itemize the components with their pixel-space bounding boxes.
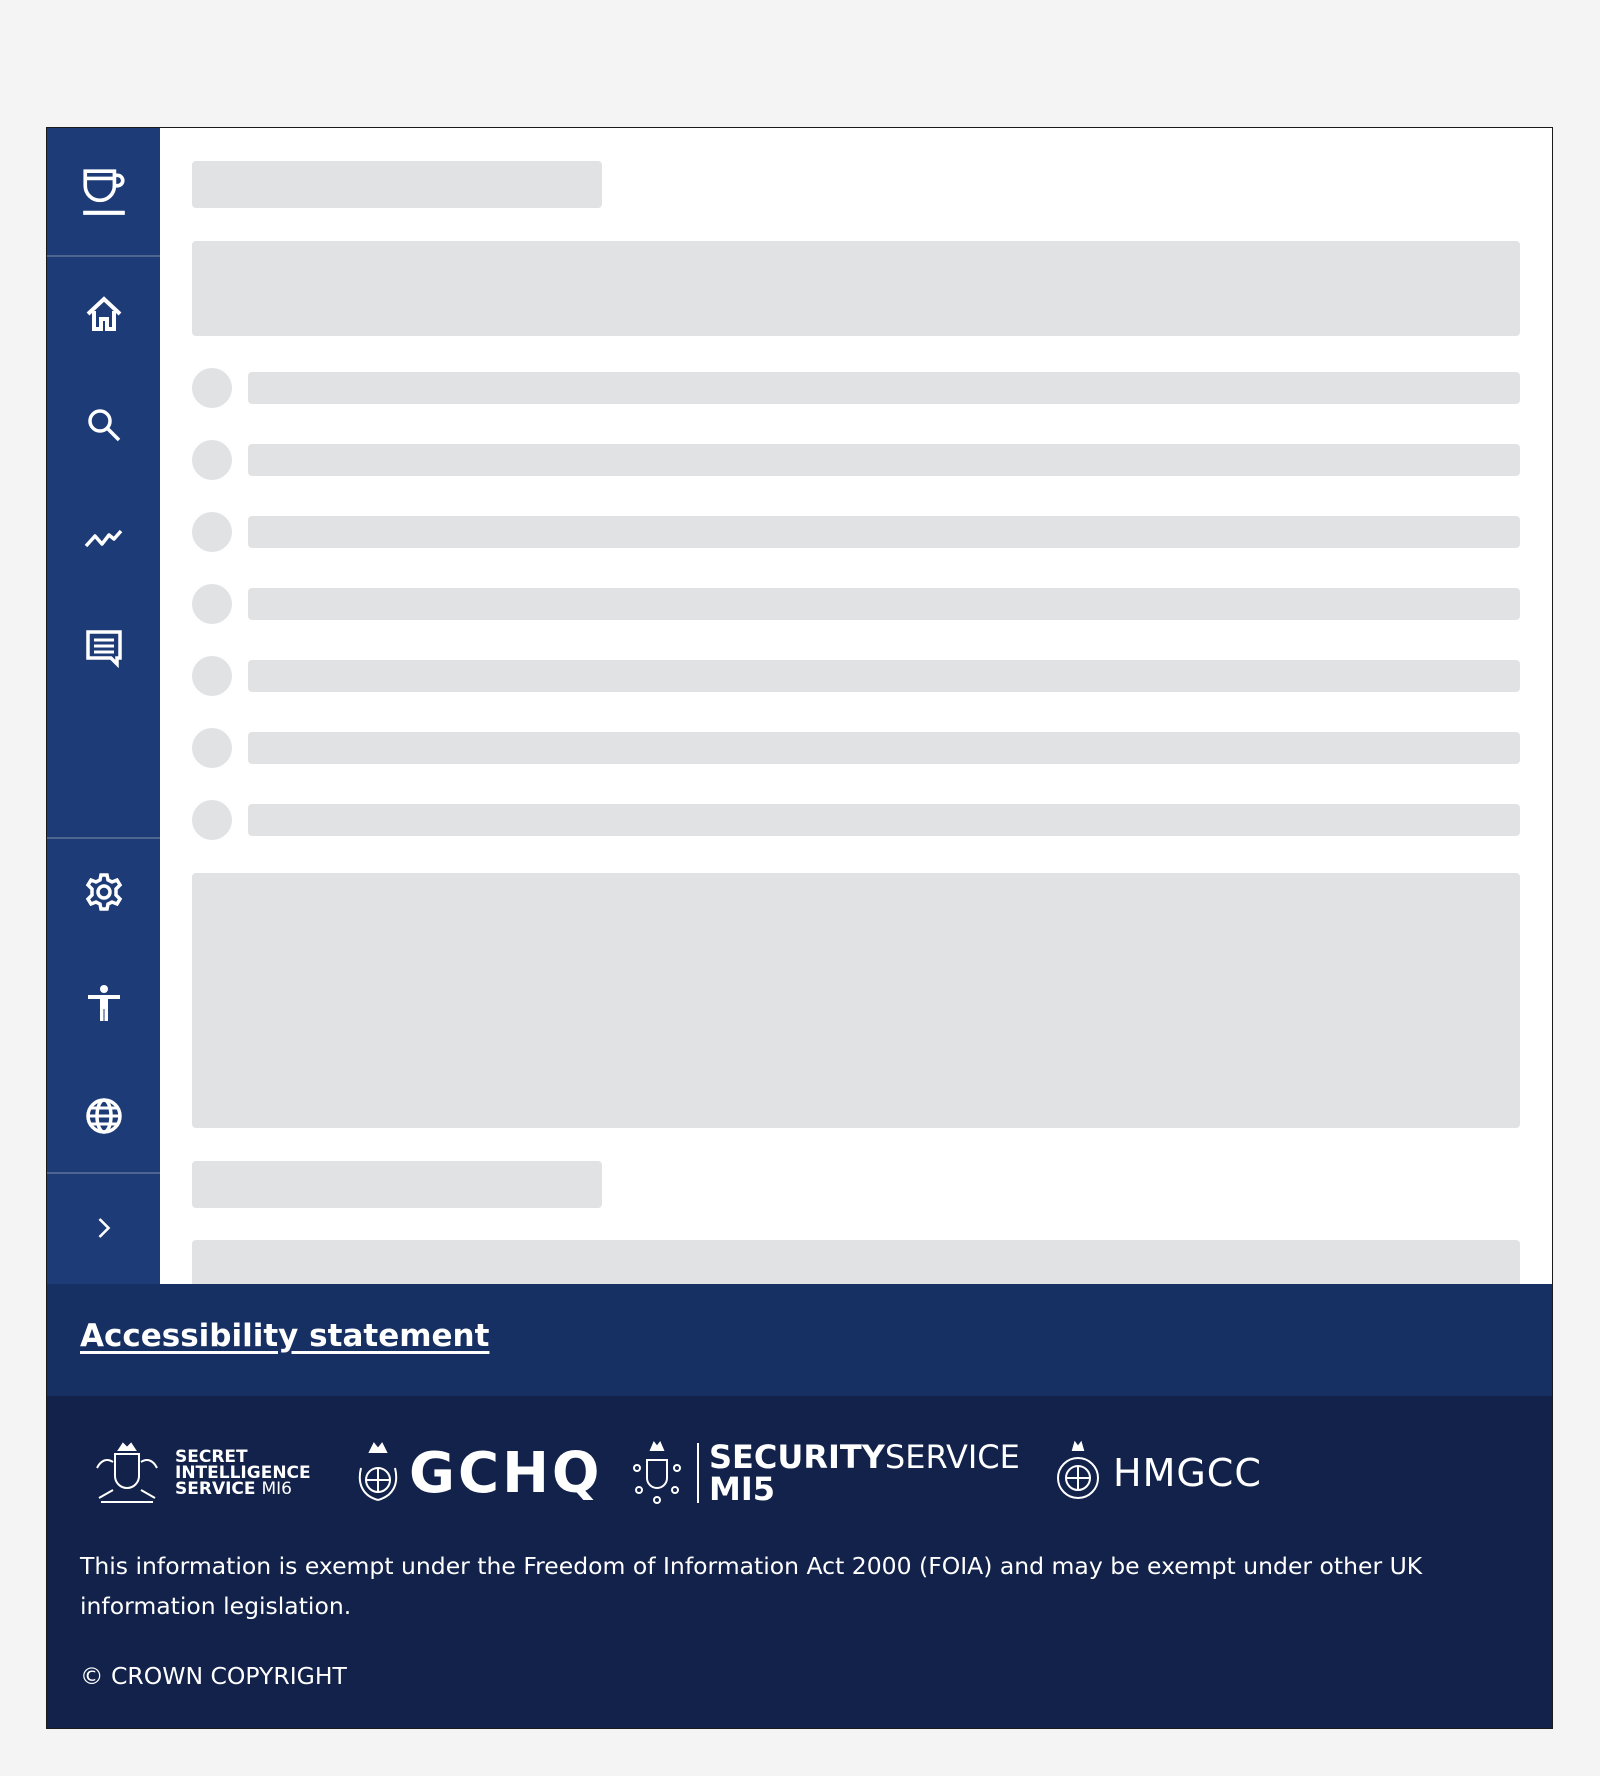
skeleton-avatar <box>192 728 232 768</box>
teacup-icon <box>79 167 129 217</box>
skeleton-list-row <box>248 444 1520 476</box>
mi5-service: SERVICE <box>884 1438 1020 1476</box>
sidebar-item-settings[interactable] <box>47 852 160 932</box>
sis-line3: SERVICE <box>175 1479 256 1499</box>
skeleton-list-row <box>248 804 1520 836</box>
app-frame <box>46 127 1553 1729</box>
sis-logo <box>87 1438 311 1508</box>
skeleton-panel <box>192 873 1520 1128</box>
sidebar-item-search[interactable] <box>47 385 160 465</box>
mi5-crest-icon <box>627 1438 687 1508</box>
search-icon <box>84 405 124 445</box>
sidebar-item-language[interactable] <box>47 1076 160 1156</box>
mi5-logo <box>627 1438 1020 1508</box>
loading-content <box>160 128 1552 1284</box>
sis-line2: INTELLIGENCE <box>175 1463 311 1483</box>
skeleton-avatar <box>192 656 232 696</box>
gear-icon <box>84 872 124 912</box>
mi5-text: MI5 <box>709 1470 776 1508</box>
skeleton-avatar <box>192 584 232 624</box>
sis-mi6: MI6 <box>261 1479 292 1499</box>
accessibility-statement-link[interactable]: Accessibility statement <box>80 1318 490 1354</box>
gchq-logo <box>353 1438 603 1508</box>
skeleton-block <box>192 1240 1520 1284</box>
sidebar-divider <box>47 255 160 257</box>
royal-coat-of-arms-icon <box>87 1438 167 1508</box>
sidebar-divider <box>47 1172 160 1174</box>
skeleton-list-row <box>248 516 1520 548</box>
globe-icon <box>84 1096 124 1136</box>
skeleton-list-row <box>248 660 1520 692</box>
hmgcc-crest-icon <box>1051 1438 1105 1508</box>
message-icon <box>84 628 124 668</box>
footer-links <box>47 1284 1552 1396</box>
skeleton-avatar <box>192 440 232 480</box>
skeleton-subtitle <box>192 1161 602 1208</box>
skeleton-list-row <box>248 588 1520 620</box>
sidebar <box>47 128 160 1284</box>
mi5-security: SECURITY <box>709 1438 885 1476</box>
footer <box>47 1396 1552 1729</box>
skeleton-avatar <box>192 800 232 840</box>
sis-line1: SECRET <box>175 1447 248 1467</box>
skeleton-title <box>192 161 602 208</box>
hmgcc-text: HMGCC <box>1113 1451 1262 1495</box>
accessibility-icon <box>84 983 124 1023</box>
home-icon <box>84 294 124 334</box>
gchq-crest-icon <box>353 1438 403 1508</box>
skeleton-avatar <box>192 512 232 552</box>
app-shell <box>47 128 1552 1284</box>
sidebar-expand-button[interactable] <box>47 1188 160 1268</box>
skeleton-list-row <box>248 372 1520 404</box>
sidebar-item-messages[interactable] <box>47 608 160 688</box>
gchq-text: GCHQ <box>409 1440 603 1506</box>
foi-notice: This information is exempt under the Freedom of Information Act 2000 (FOIA) and may be exempt under other UK information legislation. <box>80 1552 1423 1620</box>
skeleton-list-row <box>248 732 1520 764</box>
sidebar-item-analytics[interactable] <box>47 496 160 576</box>
chevron-right-icon <box>89 1213 119 1243</box>
copyright: © CROWN COPYRIGHT <box>80 1662 347 1690</box>
skeleton-avatar <box>192 368 232 408</box>
sidebar-item-home[interactable] <box>47 274 160 354</box>
hmgcc-logo <box>1051 1438 1262 1508</box>
skeleton-banner <box>192 241 1520 336</box>
sidebar-divider <box>47 837 160 839</box>
sidebar-item-accessibility[interactable] <box>47 963 160 1043</box>
trend-line-icon <box>84 516 124 556</box>
app-logo[interactable] <box>47 152 160 232</box>
